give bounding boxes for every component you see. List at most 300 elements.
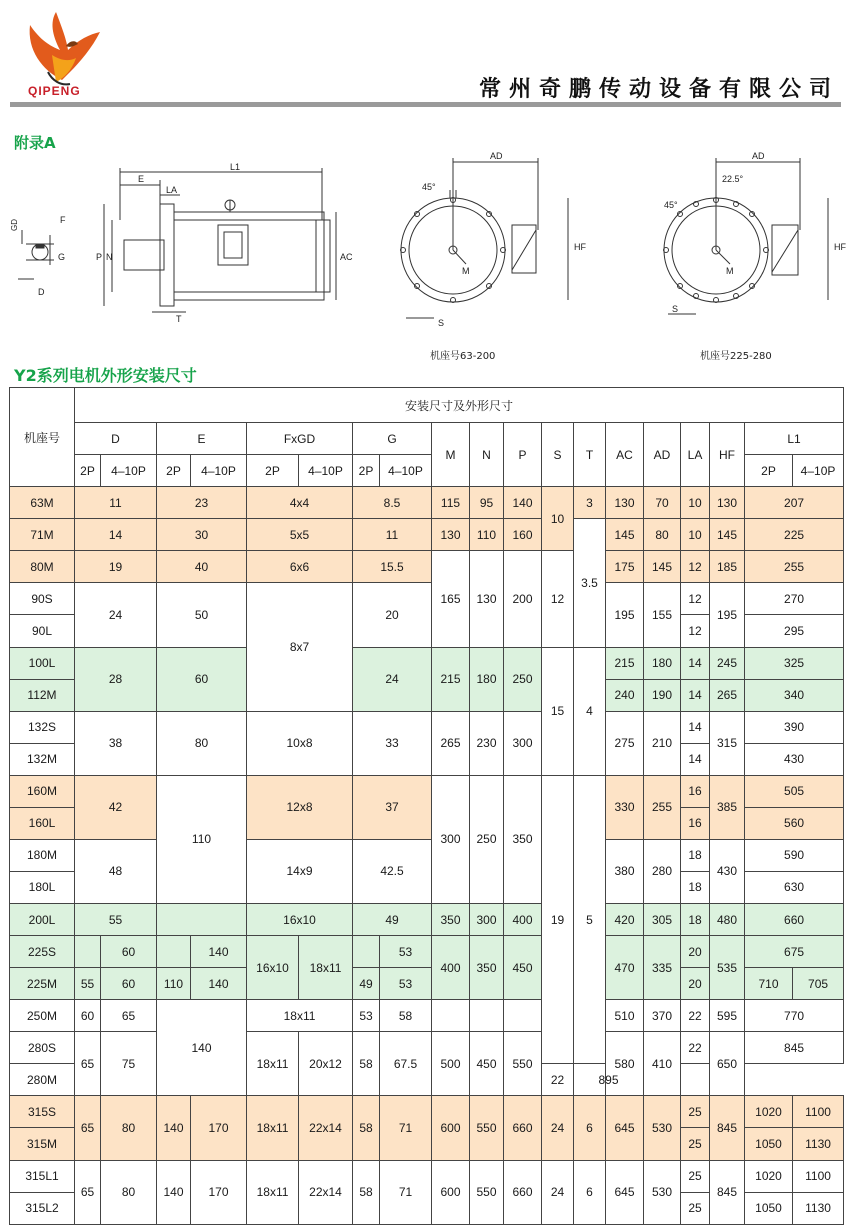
frame-160l: 160L — [10, 807, 75, 839]
label-l1: L1 — [230, 162, 241, 172]
cell: 24 — [353, 647, 432, 711]
cell: 14 — [75, 519, 157, 551]
frame-180m: 180M — [10, 839, 75, 871]
cell: 20x12 — [299, 1032, 353, 1096]
cell: 65 — [75, 1096, 101, 1160]
cell: 25 — [681, 1128, 710, 1160]
cell: 1050 — [745, 1192, 793, 1224]
cell: 80 — [101, 1160, 157, 1224]
cell: 225 — [745, 519, 844, 551]
frame-315l2: 315L2 — [10, 1192, 75, 1224]
cell: 25 — [681, 1096, 710, 1128]
cell: 550 — [504, 1032, 542, 1096]
frame-315l1: 315L1 — [10, 1160, 75, 1192]
cell: 385 — [710, 775, 745, 839]
cell: 895 — [574, 1064, 644, 1096]
cell: 1020 — [745, 1160, 793, 1192]
cell: 255 — [745, 551, 844, 583]
label-22-5: 22.5° — [722, 174, 744, 184]
cell: 24 — [542, 1160, 574, 1224]
header-divider — [10, 102, 841, 107]
h-d-4p: 4–10P — [101, 455, 157, 487]
cell: 300 — [432, 775, 470, 903]
cell: 22x14 — [299, 1160, 353, 1224]
cell: 140 — [191, 968, 247, 1000]
cell: 60 — [157, 647, 247, 711]
cell: 200 — [504, 551, 542, 647]
cell: 10 — [681, 519, 710, 551]
cell: 505 — [745, 775, 844, 807]
cell: 22x14 — [299, 1096, 353, 1160]
cell: 24 — [542, 1096, 574, 1160]
cell: 38 — [75, 711, 157, 775]
cell: 6x6 — [247, 551, 353, 583]
frame-100l: 100L — [10, 647, 75, 679]
cell: 20 — [681, 968, 710, 1000]
cell: 20 — [353, 583, 432, 647]
appendix-title: 附录A — [14, 134, 56, 152]
cell: 12 — [681, 615, 710, 647]
cell: 450 — [470, 1032, 504, 1096]
cell: 590 — [745, 839, 844, 871]
cell: 49 — [353, 968, 380, 1000]
cell: 170 — [191, 1160, 247, 1224]
cell: 255 — [644, 775, 681, 839]
label-45-2: 45° — [664, 200, 678, 210]
cell: 535 — [710, 936, 745, 1000]
cell: 300 — [470, 904, 504, 936]
motor-side-view-drawing — [90, 160, 353, 330]
cell: 770 — [745, 1000, 844, 1032]
frame-280m: 280M — [10, 1064, 75, 1096]
cell: 1130 — [793, 1192, 844, 1224]
cell: 53 — [380, 968, 432, 1000]
cell: 185 — [710, 551, 745, 583]
cell: 110 — [470, 519, 504, 551]
cell: 180 — [470, 647, 504, 711]
cell: 18 — [681, 839, 710, 871]
cell: 250 — [470, 775, 504, 903]
cell: 30 — [157, 519, 247, 551]
cell: 210 — [644, 711, 681, 775]
cell: 3.5 — [574, 519, 606, 647]
cell: 470 — [606, 936, 644, 1000]
cell: 23 — [157, 487, 247, 519]
frame-71m: 71M — [10, 519, 75, 551]
cell: 3 — [574, 487, 606, 519]
cell: 12 — [681, 551, 710, 583]
cell: 1100 — [793, 1160, 844, 1192]
cell: 24 — [75, 583, 157, 647]
cell: 600 — [432, 1096, 470, 1160]
cell: 71 — [380, 1096, 432, 1160]
cell: 155 — [644, 583, 681, 647]
h-frame: 机座号 — [10, 388, 75, 487]
cell: 550 — [470, 1160, 504, 1224]
caption-225-280: 机座号225-280 — [700, 351, 772, 362]
cell: 75 — [101, 1032, 157, 1096]
cell: 140 — [191, 936, 247, 968]
cell: 215 — [432, 647, 470, 711]
cell: 19 — [542, 775, 574, 1064]
label-ad-2: AD — [752, 151, 765, 161]
frame-315m: 315M — [10, 1128, 75, 1160]
label-t: T — [176, 314, 182, 324]
cell: 600 — [432, 1160, 470, 1224]
cell: 160 — [504, 519, 542, 551]
h-group: 安装尺寸及外形尺寸 — [75, 388, 844, 423]
label-s-2: S — [672, 304, 679, 314]
cell-empty — [157, 936, 191, 968]
cell: 175 — [606, 551, 644, 583]
cell: 33 — [353, 711, 432, 775]
cell: 390 — [745, 711, 844, 743]
dimension-table — [9, 387, 844, 1225]
h-p: P — [504, 423, 542, 487]
cell: 58 — [380, 1000, 432, 1032]
cell: 630 — [745, 871, 844, 903]
cell: 70 — [644, 487, 681, 519]
cell: 48 — [75, 839, 157, 903]
cell: 430 — [745, 743, 844, 775]
label-ad: AD — [490, 151, 503, 161]
cell: 510 — [606, 1000, 644, 1032]
h-d-2p: 2P — [75, 455, 101, 487]
frame-225s: 225S — [10, 936, 75, 968]
frame-160m: 160M — [10, 775, 75, 807]
frame-132m: 132M — [10, 743, 75, 775]
cell: 645 — [606, 1160, 644, 1224]
cell: 14 — [681, 711, 710, 743]
h-n: N — [470, 423, 504, 487]
cell: 25 — [681, 1160, 710, 1192]
frame-132s: 132S — [10, 711, 75, 743]
frame-90s: 90S — [10, 583, 75, 615]
label-s: S — [438, 318, 445, 328]
cell: 315 — [710, 711, 745, 775]
cell: 330 — [606, 775, 644, 839]
cell: 340 — [745, 679, 844, 711]
cell: 145 — [710, 519, 745, 551]
cell: 140 — [157, 1000, 247, 1096]
label-p: P — [96, 252, 103, 262]
h-ad: AD — [644, 423, 681, 487]
h-g-4p: 4–10P — [380, 455, 432, 487]
cell: 42 — [75, 775, 157, 839]
cell: 400 — [504, 904, 542, 936]
h-f-4p: 4–10P — [299, 455, 353, 487]
h-hf: HF — [710, 423, 745, 487]
h-s: S — [542, 423, 574, 487]
cell: 270 — [745, 583, 844, 615]
h-e: E — [157, 423, 247, 455]
cell: 660 — [745, 904, 844, 936]
cell: 12 — [542, 551, 574, 647]
cell: 560 — [745, 807, 844, 839]
cell: 19 — [75, 551, 157, 583]
cell: 140 — [157, 1160, 191, 1224]
cell: 845 — [745, 1032, 844, 1064]
cell: 500 — [432, 1032, 470, 1096]
cell-empty — [353, 936, 380, 968]
cell: 595 — [710, 1000, 745, 1032]
cell: 18x11 — [299, 936, 353, 1000]
h-t: T — [574, 423, 606, 487]
cell: 5x5 — [247, 519, 353, 551]
cell: 380 — [606, 839, 644, 903]
h-f-2p: 2P — [247, 455, 299, 487]
cell: 60 — [101, 968, 157, 1000]
cell: 6 — [574, 1160, 606, 1224]
cell: 14 — [681, 743, 710, 775]
cell: 42.5 — [353, 839, 432, 903]
cell: 8.5 — [353, 487, 432, 519]
cell: 4x4 — [247, 487, 353, 519]
cell: 18x11 — [247, 1096, 299, 1160]
cell: 12x8 — [247, 775, 353, 839]
cell: 400 — [432, 936, 470, 1000]
end-view-225-280-drawing — [660, 150, 850, 340]
h-m: M — [432, 423, 470, 487]
h-l1-4p: 4–10P — [793, 455, 844, 487]
cell: 80 — [101, 1096, 157, 1160]
cell: 20 — [681, 936, 710, 968]
cell: 58 — [353, 1160, 380, 1224]
cell: 410 — [644, 1032, 681, 1096]
frame-250m: 250M — [10, 1000, 75, 1032]
cell: 130 — [470, 551, 504, 647]
cell: 8x7 — [247, 583, 353, 711]
cell: 195 — [606, 583, 644, 647]
label-g: G — [58, 252, 66, 262]
cell: 245 — [710, 647, 745, 679]
label-f: F — [60, 215, 66, 225]
cell: 115 — [432, 487, 470, 519]
cell: 190 — [644, 679, 681, 711]
cell: 645 — [606, 1096, 644, 1160]
h-e-2p: 2P — [157, 455, 191, 487]
cell: 1020 — [745, 1096, 793, 1128]
cell: 37 — [353, 775, 432, 839]
label-gd: GD — [10, 219, 19, 231]
label-m: M — [462, 266, 470, 276]
cell: 22 — [681, 1000, 710, 1032]
cell-empty — [470, 1000, 504, 1032]
cell: 18 — [681, 871, 710, 903]
cell: 58 — [353, 1032, 380, 1096]
cell: 65 — [101, 1000, 157, 1032]
cell: 195 — [710, 583, 745, 647]
cell: 325 — [745, 647, 844, 679]
cell: 15 — [542, 647, 574, 775]
label-m-2: M — [726, 266, 734, 276]
cell: 65 — [75, 1160, 101, 1224]
cell: 130 — [710, 487, 745, 519]
cell: 305 — [644, 904, 681, 936]
cell: 350 — [470, 936, 504, 1000]
label-hf: HF — [574, 242, 586, 252]
shaft-section-drawing — [8, 205, 78, 305]
cell-empty — [504, 1000, 542, 1032]
cell: 280 — [644, 839, 681, 903]
cell: 140 — [157, 1096, 191, 1160]
cell: 145 — [644, 551, 681, 583]
cell: 55 — [75, 968, 101, 1000]
cell: 710 — [745, 968, 793, 1000]
cell: 170 — [191, 1096, 247, 1160]
cell: 6 — [574, 1096, 606, 1160]
cell: 420 — [606, 904, 644, 936]
cell: 95 — [470, 487, 504, 519]
cell: 130 — [606, 487, 644, 519]
cell: 40 — [157, 551, 247, 583]
cell: 450 — [504, 936, 542, 1000]
cell: 18 — [681, 904, 710, 936]
cell: 80 — [157, 711, 247, 775]
cell-empty — [75, 936, 101, 968]
cell: 65 — [75, 1032, 101, 1096]
cell: 10 — [542, 487, 574, 551]
cell: 53 — [380, 936, 432, 968]
cell: 71 — [380, 1160, 432, 1224]
cell: 275 — [606, 711, 644, 775]
cell: 4 — [574, 647, 606, 775]
cell-empty — [432, 1000, 470, 1032]
company-name: 常州奇鹏传动设备有限公司 — [478, 77, 839, 102]
cell: 10 — [681, 487, 710, 519]
caption-63-200: 机座号63-200 — [430, 351, 496, 362]
cell: 14 — [681, 647, 710, 679]
cell: 705 — [793, 968, 844, 1000]
cell: 230 — [470, 711, 504, 775]
cell: 55 — [75, 904, 157, 936]
cell: 350 — [432, 904, 470, 936]
h-l1: L1 — [745, 423, 844, 455]
frame-315s: 315S — [10, 1096, 75, 1128]
frame-90l: 90L — [10, 615, 75, 647]
cell: 1130 — [793, 1128, 844, 1160]
cell: 430 — [710, 839, 745, 903]
cell: 11 — [353, 519, 432, 551]
cell: 650 — [710, 1032, 745, 1096]
cell: 480 — [710, 904, 745, 936]
cell: 580 — [606, 1032, 644, 1096]
h-fxgd: FxGD — [247, 423, 353, 455]
cell: 145 — [606, 519, 644, 551]
h-g: G — [353, 423, 432, 455]
cell: 550 — [470, 1096, 504, 1160]
label-la: LA — [166, 185, 178, 195]
cell: 12 — [681, 583, 710, 615]
cell: 530 — [644, 1160, 681, 1224]
cell: 25 — [681, 1192, 710, 1224]
cell: 1100 — [793, 1096, 844, 1128]
cell: 60 — [101, 936, 157, 968]
cell: 165 — [432, 551, 470, 647]
brand-name: QIPENG — [28, 84, 81, 98]
cell: 16 — [681, 807, 710, 839]
cell: 22 — [542, 1064, 574, 1096]
cell: 265 — [432, 711, 470, 775]
cell: 660 — [504, 1160, 542, 1224]
cell: 5 — [574, 775, 606, 1064]
h-e-4p: 4–10P — [191, 455, 247, 487]
cell: 110 — [157, 968, 191, 1000]
h-l1-2p: 2P — [745, 455, 793, 487]
label-e: E — [138, 174, 145, 184]
cell: 110 — [157, 775, 247, 903]
cell: 14 — [681, 679, 710, 711]
cell: 80 — [644, 519, 681, 551]
label-n: N — [106, 252, 113, 262]
cell: 18x11 — [247, 1000, 353, 1032]
frame-63m: 63M — [10, 487, 75, 519]
cell: 300 — [504, 711, 542, 775]
h-ac: AC — [606, 423, 644, 487]
frame-180l: 180L — [10, 871, 75, 903]
cell: 16 — [681, 775, 710, 807]
cell: 250 — [504, 647, 542, 711]
cell: 1050 — [745, 1128, 793, 1160]
cell: 53 — [353, 1000, 380, 1032]
cell: 22 — [681, 1032, 710, 1064]
h-g-2p: 2P — [353, 455, 380, 487]
cell: 845 — [710, 1096, 745, 1160]
label-45: 45° — [422, 182, 436, 192]
cell: 10x8 — [247, 711, 353, 775]
cell: 18x11 — [247, 1160, 299, 1224]
cell: 335 — [644, 936, 681, 1000]
cell: 240 — [606, 679, 644, 711]
frame-80m: 80M — [10, 551, 75, 583]
section-title: Y2系列电机外形安装尺寸 — [14, 366, 197, 385]
cell: 15.5 — [353, 551, 432, 583]
cell: 295 — [745, 615, 844, 647]
cell: 16x10 — [247, 936, 299, 1000]
cell: 67.5 — [380, 1032, 432, 1096]
label-d: D — [38, 287, 45, 297]
label-ac: AC — [340, 252, 353, 262]
cell: 11 — [75, 487, 157, 519]
cell: 49 — [353, 904, 432, 936]
cell: 50 — [157, 583, 247, 647]
cell: 58 — [353, 1096, 380, 1160]
cell: 845 — [710, 1160, 745, 1224]
frame-280s: 280S — [10, 1032, 75, 1064]
cell: 660 — [504, 1096, 542, 1160]
frame-225m: 225M — [10, 968, 75, 1000]
cell-empty — [157, 904, 247, 936]
cell: 207 — [745, 487, 844, 519]
cell: 18x11 — [247, 1032, 299, 1096]
cell: 16x10 — [247, 904, 353, 936]
cell: 130 — [432, 519, 470, 551]
cell: 265 — [710, 679, 745, 711]
cell: 180 — [644, 647, 681, 679]
h-d: D — [75, 423, 157, 455]
cell: 60 — [75, 1000, 101, 1032]
cell: 675 — [745, 936, 844, 968]
cell: 14x9 — [247, 839, 353, 903]
cell: 140 — [504, 487, 542, 519]
frame-200l: 200L — [10, 904, 75, 936]
cell: 28 — [75, 647, 157, 711]
cell: 215 — [606, 647, 644, 679]
label-hf-2: HF — [834, 242, 846, 252]
cell: 370 — [644, 1000, 681, 1032]
h-la: LA — [681, 423, 710, 487]
cell: 350 — [504, 775, 542, 903]
